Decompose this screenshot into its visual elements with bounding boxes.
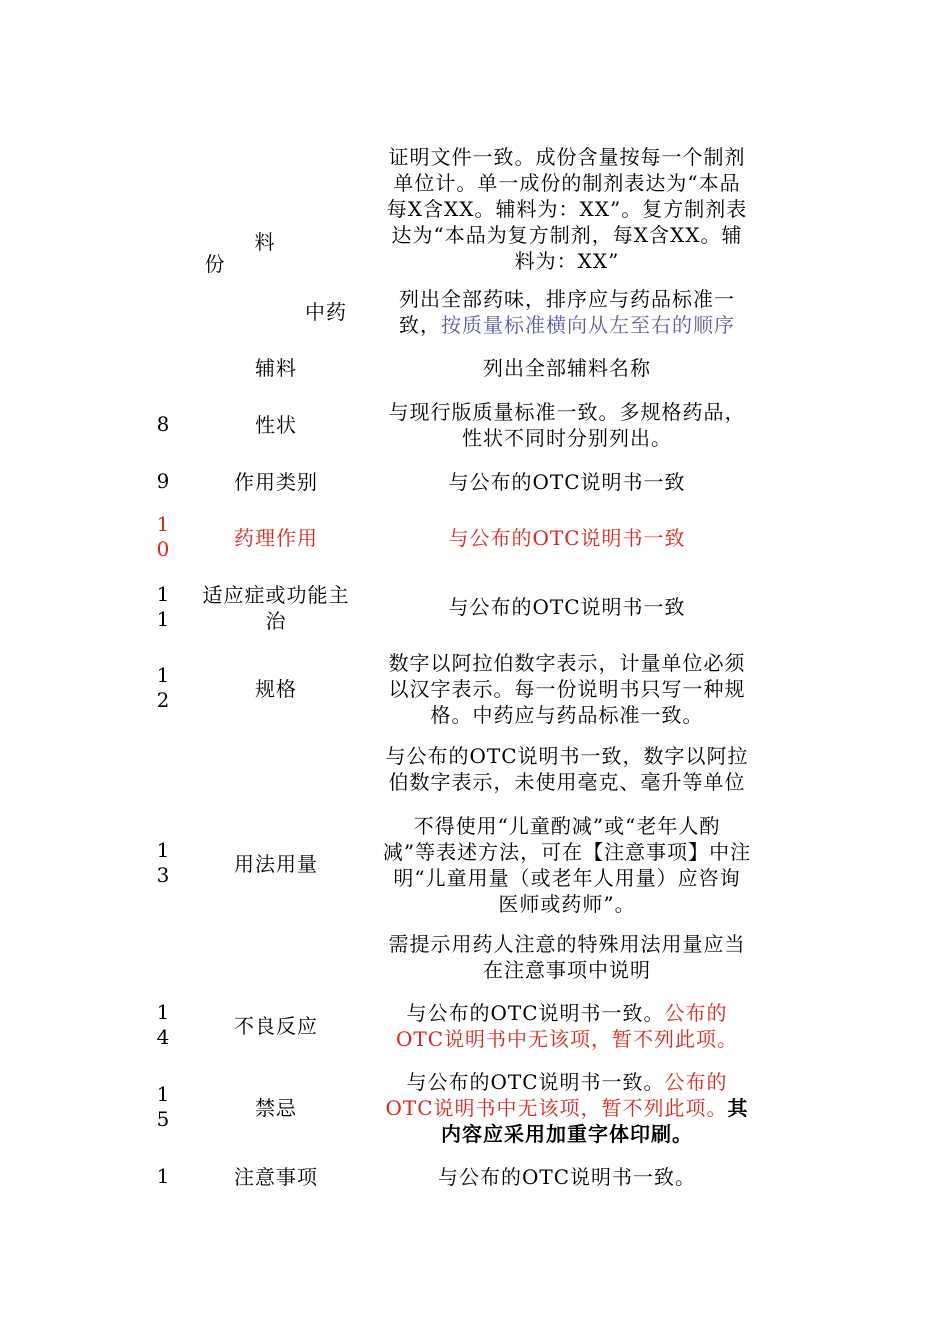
row-number-13-digit-1: 1 <box>156 838 170 862</box>
row-number-9: 9 <box>156 469 170 493</box>
contra-desc-bold-a: 其 <box>727 1096 749 1120</box>
row-number-12-digit-1: 1 <box>156 663 170 687</box>
adverse-desc-plain: 与公布的OTC说明书一致。 <box>406 1001 665 1025</box>
contraindications-description <box>376 1069 758 1147</box>
ingredients-desc-line-4: 达为“本品为复方制剂，每X含XX。辅 <box>391 223 743 247</box>
tcm-desc-line-2 <box>376 312 758 338</box>
ingredients-desc-line-3: 每X含XX。辅料为：XX”。复方制剂表 <box>386 197 748 221</box>
item-action-category: 作用类别 <box>234 470 318 494</box>
row-number-11-digit-1: 1 <box>156 582 170 606</box>
row-number-12 <box>145 663 181 713</box>
contra-desc-line-2 <box>376 1095 758 1121</box>
dosage-desc-b-line-3: 明“儿童用量（或老年人用量）应咨询 <box>393 866 741 890</box>
row-number-13-digit-2: 3 <box>156 863 170 887</box>
tcm-desc-line-1: 列出全部药味，排序应与药品标准一 <box>399 287 735 311</box>
contra-desc-plain: 与公布的OTC说明书一致。 <box>406 1070 665 1094</box>
dosage-desc-a-line-2: 伯数字表示，未使用毫克、毫升等单位 <box>388 770 746 794</box>
specification-desc-line-3: 格。中药应与药品标准一致。 <box>430 703 704 727</box>
item-adverse-reactions: 不良反应 <box>234 1014 318 1038</box>
tcm-desc-highlight: 按质量标准横向从左至右的顺序 <box>441 313 735 337</box>
dosage-desc-b-line-2: 减”等表述方法，可在【注意事项】中注 <box>382 840 752 864</box>
item-indications <box>195 582 357 634</box>
dosage-description-c <box>376 931 758 983</box>
appearance-description <box>376 399 758 451</box>
row-number-16: 1 <box>156 1164 170 1188</box>
specification-desc-line-2: 以汉字表示。每一份说明书只写一种规 <box>388 677 746 701</box>
indications-line-2: 治 <box>265 609 287 633</box>
dosage-desc-c-line-2: 在注意事项中说明 <box>483 958 651 982</box>
contra-desc-red-a: 公布的 <box>664 1070 728 1094</box>
row-number-13 <box>145 838 181 888</box>
row-number-10-digit-1: 1 <box>156 512 170 536</box>
row-number-11 <box>145 582 181 632</box>
adverse-desc-line-1 <box>376 1000 758 1026</box>
ingredients-desc-line-5: 料为：XX” <box>514 249 620 273</box>
row-number-12-digit-2: 2 <box>156 688 170 712</box>
specification-description <box>376 650 758 728</box>
row-number-15-digit-1: 1 <box>156 1082 170 1106</box>
row-number-8: 8 <box>156 412 170 436</box>
contra-desc-line-1 <box>376 1069 758 1095</box>
item-tcm: 中药 <box>305 300 347 324</box>
indications-description: 与公布的OTC说明书一致 <box>448 595 686 619</box>
adverse-desc-red-a: 公布的 <box>664 1001 728 1025</box>
row-number-10 <box>145 512 181 562</box>
pharmacology-description: 与公布的OTC说明书一致 <box>448 526 686 550</box>
indications-line-1: 适应症或功能主 <box>202 583 350 607</box>
item-dosage: 用法用量 <box>234 852 318 876</box>
dosage-desc-b-line-1: 不得使用“儿童酌减”或“老年人酌 <box>413 814 721 838</box>
adverse-reactions-description <box>376 1000 758 1052</box>
row-number-14-digit-1: 1 <box>156 1000 170 1024</box>
dosage-description-b <box>376 813 758 917</box>
dosage-desc-c-line-1: 需提示用药人注意的特殊用法用量应当 <box>388 932 746 956</box>
row-number-15-digit-2: 5 <box>156 1107 170 1131</box>
item-liao: 料 <box>254 230 276 254</box>
dosage-desc-b-line-4: 医师或药师”。 <box>498 892 636 916</box>
ingredients-desc-line-1: 证明文件一致。成份含量按每一个制剂 <box>388 145 746 169</box>
dosage-desc-a-line-1: 与公布的OTC说明书一致，数字以阿拉 <box>385 744 749 768</box>
item-fen: 份 <box>204 252 226 276</box>
dosage-description-a <box>376 743 758 795</box>
appearance-desc-line-2: 性状不同时分别列出。 <box>462 426 672 450</box>
appearance-desc-line-1: 与现行版质量标准一致。多规格药品， <box>388 400 746 424</box>
item-appearance: 性状 <box>255 413 297 437</box>
ingredients-desc-line-2: 单位计。单一成份的制剂表达为“本品 <box>393 171 741 195</box>
action-category-description: 与公布的OTC说明书一致 <box>448 470 686 494</box>
row-number-14-digit-2: 4 <box>156 1025 170 1049</box>
item-precautions: 注意事项 <box>234 1165 318 1189</box>
contra-desc-bold-b: 内容应采用加重字体印刷。 <box>441 1122 693 1146</box>
row-number-11-digit-2: 1 <box>156 607 170 631</box>
tcm-description <box>376 286 758 338</box>
ingredients-description <box>376 144 758 274</box>
item-pharmacology: 药理作用 <box>234 526 318 550</box>
item-excipients: 辅料 <box>255 356 297 380</box>
adverse-desc-red-b: OTC说明书中无该项，暂不列此项。 <box>395 1027 739 1051</box>
item-specification: 规格 <box>255 677 297 701</box>
row-number-10-digit-2: 0 <box>156 537 170 561</box>
excipients-description: 列出全部辅料名称 <box>483 356 651 380</box>
item-contraindications: 禁忌 <box>255 1096 297 1120</box>
specification-desc-line-1: 数字以阿拉伯数字表示，计量单位必须 <box>388 651 746 675</box>
row-number-14 <box>145 1000 181 1050</box>
precautions-description: 与公布的OTC说明书一致。 <box>437 1165 697 1189</box>
tcm-desc-plain: 致， <box>399 313 441 337</box>
contra-desc-red-b: OTC说明书中无该项，暂不列此项。 <box>385 1096 728 1120</box>
row-number-15 <box>145 1082 181 1132</box>
